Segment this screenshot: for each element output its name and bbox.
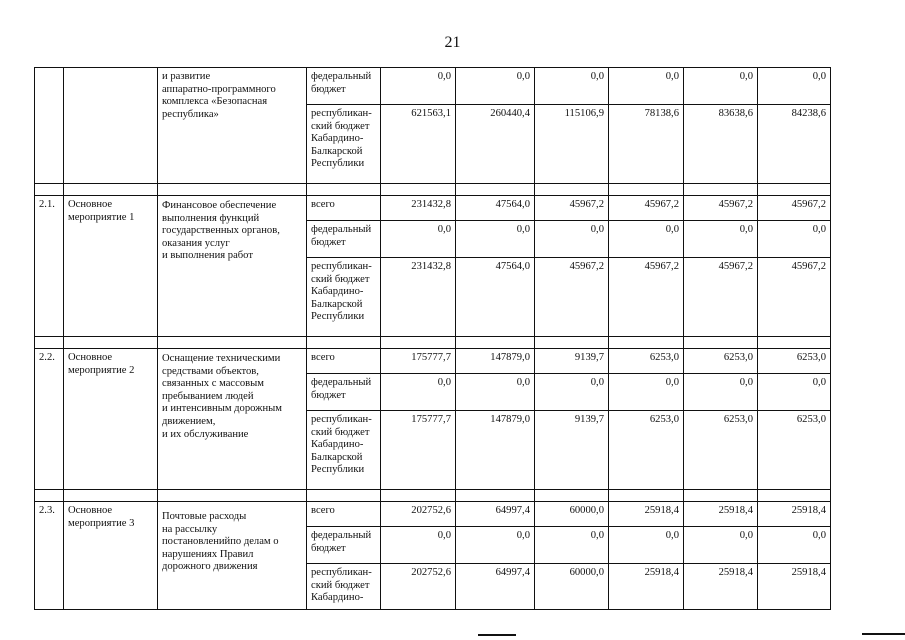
table-row [35, 196, 831, 221]
amount-cell: 9139,7 [535, 411, 609, 490]
funding-source-line: всего [311, 199, 335, 210]
spacer-cell [381, 337, 456, 349]
amount-cell: 45967,2 [609, 258, 684, 337]
amount-cell: 64997,4 [456, 564, 535, 610]
spacer-cell [35, 184, 64, 196]
amount-cell: 202752,6 [381, 564, 456, 610]
amount-cell: 25918,4 [758, 502, 831, 527]
amount-cell: 60000,0 [535, 502, 609, 527]
funding-source-line: Республики [311, 158, 365, 170]
spacer-cell [64, 490, 158, 502]
funding-source-line: Республики [311, 311, 365, 323]
funding-source-line: бюджет [311, 236, 346, 248]
amount-cell: 47564,0 [456, 196, 535, 221]
amount-cell: 45967,2 [684, 196, 758, 221]
amount-cell: 0,0 [684, 374, 758, 411]
amount-cell: 84238,6 [758, 105, 831, 184]
spacer-cell [307, 337, 381, 349]
amount-cell: 6253,0 [758, 349, 831, 374]
measure-name-line: мероприятие 1 [68, 211, 135, 223]
funding-source-line: Кабардино- [311, 439, 364, 451]
table-row [35, 68, 831, 105]
funding-source-line: всего [311, 505, 335, 516]
measure-title-line: на рассылку [162, 523, 218, 535]
amount-cell: 45967,2 [535, 258, 609, 337]
measure-title-line: Оснащение техническими [162, 353, 281, 364]
funding-source-line: всего [311, 352, 335, 363]
table-row [35, 349, 831, 374]
page-number: 21 [444, 34, 461, 51]
amount-cell: 25918,4 [684, 502, 758, 527]
funding-source-cell [307, 105, 381, 184]
bottom-edge-mark [478, 634, 516, 636]
amount-cell: 25918,4 [609, 502, 684, 527]
amount-cell: 6253,0 [758, 411, 831, 490]
spacer-cell [456, 184, 535, 196]
measure-title-line: и выполнения работ [162, 250, 253, 262]
amount-cell: 60000,0 [535, 564, 609, 610]
measure-name-line: мероприятие 3 [68, 517, 135, 529]
amount-cell: 0,0 [381, 221, 456, 258]
amount-cell: 0,0 [456, 221, 535, 258]
amount-cell: 147879,0 [456, 411, 535, 490]
amount-cell: 621563,1 [381, 105, 456, 184]
amount-cell: 6253,0 [684, 349, 758, 374]
measure-title-cell [158, 196, 307, 337]
spacer-cell [535, 184, 609, 196]
amount-cell: 0,0 [535, 221, 609, 258]
amount-cell: 231432,8 [381, 258, 456, 337]
amount-cell: 0,0 [609, 527, 684, 564]
amount-cell: 25918,4 [684, 564, 758, 610]
amount-cell: 0,0 [381, 68, 456, 105]
amount-cell: 45967,2 [684, 258, 758, 337]
amount-cell: 0,0 [758, 527, 831, 564]
spacer-cell [684, 184, 758, 196]
funding-source-line: бюджет [311, 83, 346, 95]
funding-source-line: ский бюджет [311, 273, 370, 285]
spacer-row [35, 490, 831, 502]
amount-cell: 45967,2 [535, 196, 609, 221]
amount-cell: 25918,4 [758, 564, 831, 610]
measure-title-line: комплекса «Безопасная [162, 96, 268, 108]
funding-source-line: республикан- [311, 108, 372, 119]
funding-source-line: бюджет [311, 389, 346, 401]
amount-cell: 231432,8 [381, 196, 456, 221]
spacer-cell [758, 490, 831, 502]
spacer-cell [158, 490, 307, 502]
funding-source-line: ский бюджет [311, 120, 370, 132]
amount-cell: 45967,2 [609, 196, 684, 221]
amount-cell: 0,0 [456, 374, 535, 411]
measure-title-line: пребыванием людей [162, 390, 254, 402]
bottom-edge-mark [862, 633, 905, 635]
measure-title-line: и интенсивным дорожным [162, 403, 282, 415]
spacer-row [35, 184, 831, 196]
funding-source-line: Балкарской [311, 145, 363, 157]
budget-table [34, 67, 831, 610]
measure-name-line: мероприятие 2 [68, 364, 135, 376]
spacer-cell [535, 490, 609, 502]
funding-source-line: ский бюджет [311, 579, 370, 591]
spacer-row [35, 337, 831, 349]
amount-cell: 115106,9 [535, 105, 609, 184]
funding-source-cell [307, 527, 381, 564]
amount-cell: 175777,7 [381, 411, 456, 490]
funding-source-line: федеральный [311, 377, 372, 388]
funding-source-cell [307, 221, 381, 258]
amount-cell: 0,0 [456, 68, 535, 105]
measure-name-line: Основное [68, 505, 113, 516]
amount-cell: 6253,0 [609, 349, 684, 374]
measure-title-line: республика» [162, 108, 219, 120]
measure-title-line: и развитие [162, 71, 211, 82]
measure-title-line: нарушениях Правил [162, 548, 254, 560]
spacer-cell [64, 184, 158, 196]
measure-name-cell [64, 68, 158, 184]
amount-cell: 0,0 [381, 374, 456, 411]
measure-name-line: Основное [68, 199, 113, 210]
measure-number-cell: 2.3. [35, 502, 64, 610]
measure-number-cell [35, 68, 64, 184]
spacer-cell [684, 337, 758, 349]
amount-cell: 6253,0 [684, 411, 758, 490]
amount-cell: 0,0 [381, 527, 456, 564]
funding-source-line: Кабардино- [311, 286, 364, 298]
funding-source-line: Балкарской [311, 451, 363, 463]
amount-cell: 0,0 [535, 68, 609, 105]
spacer-cell [609, 184, 684, 196]
measure-title-line: движением, [162, 415, 216, 427]
spacer-cell [684, 490, 758, 502]
amount-cell: 0,0 [609, 221, 684, 258]
amount-cell: 47564,0 [456, 258, 535, 337]
measure-name-cell [64, 196, 158, 337]
amount-cell: 83638,6 [684, 105, 758, 184]
spacer-cell [307, 184, 381, 196]
amount-cell: 202752,6 [381, 502, 456, 527]
table-body [35, 68, 831, 610]
measure-title-line: оказания услуг [162, 237, 230, 249]
amount-cell: 0,0 [456, 527, 535, 564]
measure-title-line: и их обслуживание [162, 428, 249, 440]
measure-title-line: связанных с массовым [162, 378, 264, 390]
spacer-cell [758, 337, 831, 349]
spacer-cell [381, 490, 456, 502]
funding-source-cell [307, 411, 381, 490]
spacer-cell [609, 490, 684, 502]
measure-title-cell [158, 349, 307, 490]
measure-title-cell [158, 68, 307, 184]
amount-cell: 0,0 [758, 221, 831, 258]
spacer-cell [158, 337, 307, 349]
amount-cell: 0,0 [758, 68, 831, 105]
funding-source-line: республикан- [311, 567, 372, 578]
funding-source-cell [307, 564, 381, 610]
funding-source-line: федеральный [311, 530, 372, 541]
spacer-cell [307, 490, 381, 502]
spacer-cell [64, 337, 158, 349]
funding-source-cell [307, 258, 381, 337]
funding-source-cell [307, 196, 381, 221]
spacer-cell [158, 184, 307, 196]
spacer-cell [456, 337, 535, 349]
measure-name-cell [64, 502, 158, 610]
amount-cell: 0,0 [609, 68, 684, 105]
funding-source-line: федеральный [311, 71, 372, 82]
funding-source-line: бюджет [311, 542, 346, 554]
measure-title-line: выполнения функций [162, 212, 260, 224]
measure-title-cell [158, 502, 307, 610]
funding-source-cell [307, 349, 381, 374]
table-row [35, 502, 831, 527]
funding-source-line: ский бюджет [311, 426, 370, 438]
funding-source-line: федеральный [311, 224, 372, 235]
measure-title-line: Финансовое обеспечение [162, 200, 277, 211]
amount-cell: 78138,6 [609, 105, 684, 184]
measure-title-line: аппаратно-программного [162, 83, 276, 95]
amount-cell: 0,0 [535, 527, 609, 564]
measure-name-cell [64, 349, 158, 490]
amount-cell: 0,0 [684, 527, 758, 564]
spacer-cell [381, 184, 456, 196]
amount-cell: 0,0 [535, 374, 609, 411]
amount-cell: 25918,4 [609, 564, 684, 610]
measure-title-line: государственных органов, [162, 225, 280, 237]
spacer-cell [35, 490, 64, 502]
amount-cell: 9139,7 [535, 349, 609, 374]
amount-cell: 6253,0 [609, 411, 684, 490]
amount-cell: 0,0 [684, 68, 758, 105]
funding-source-cell [307, 374, 381, 411]
spacer-cell [609, 337, 684, 349]
amount-cell: 175777,7 [381, 349, 456, 374]
amount-cell: 147879,0 [456, 349, 535, 374]
spacer-cell [535, 337, 609, 349]
measure-number-cell: 2.2. [35, 349, 64, 490]
spacer-cell [35, 337, 64, 349]
funding-source-line: республикан- [311, 414, 372, 425]
amount-cell: 45967,2 [758, 196, 831, 221]
measure-number-cell: 2.1. [35, 196, 64, 337]
funding-source-line: Республики [311, 464, 365, 476]
spacer-cell [456, 490, 535, 502]
measure-title-line: постановленийпо делам о [162, 536, 279, 548]
amount-cell: 64997,4 [456, 502, 535, 527]
amount-cell: 0,0 [609, 374, 684, 411]
measure-title-line: дорожного движения [162, 561, 258, 573]
amount-cell: 0,0 [758, 374, 831, 411]
amount-cell: 260440,4 [456, 105, 535, 184]
funding-source-cell [307, 68, 381, 105]
funding-source-line: Балкарской [311, 298, 363, 310]
measure-name-line: Основное [68, 352, 113, 363]
funding-source-line: Кабардино- [311, 592, 364, 604]
amount-cell: 0,0 [684, 221, 758, 258]
funding-source-cell [307, 502, 381, 527]
measure-title-line: средствами объектов, [162, 365, 259, 377]
amount-cell: 45967,2 [758, 258, 831, 337]
measure-title-line: Почтовые расходы [162, 511, 247, 522]
spacer-cell [758, 184, 831, 196]
funding-source-line: Кабардино- [311, 133, 364, 145]
funding-source-line: республикан- [311, 261, 372, 272]
